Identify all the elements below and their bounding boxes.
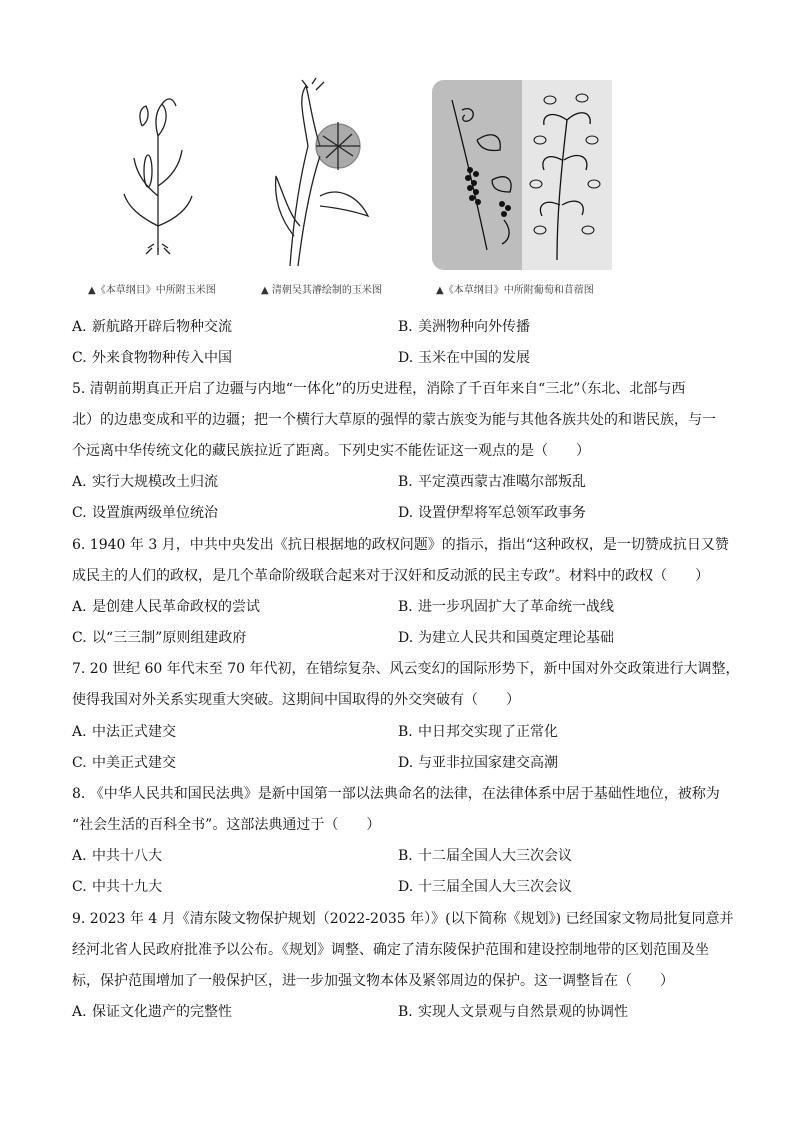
figure-1-caption: ▲《本草纲目》中所附玉米图	[88, 285, 216, 296]
q8-option-b: B. 十二届全国人大三次会议	[398, 848, 572, 864]
q8-stem-line-1: 8. 《中华人民共和国民法典》是新中国第一部以法典命名的法律，在法律体系中居于基础性地位，被称为	[72, 786, 720, 802]
q4-option-c: C. 外来食物物种传入中国	[72, 350, 232, 366]
q9-stem-line-3: 标，保护范围增加了一般保护区，进一步加强文物本体及紧邻周边的保护。这一调整旨在（ ）	[72, 973, 674, 989]
q5-option-c: C. 设置旗两级单位统治	[72, 505, 218, 521]
q7-option-b: B. 中日邦交实现了正常化	[398, 724, 558, 740]
figure-3-grape-alfalfa	[432, 80, 612, 270]
corn-plant-drawing-icon	[118, 76, 198, 256]
q7-option-c: C. 中美正式建交	[72, 755, 176, 771]
q5-stem-line-1: 5. 清朝前期真正开启了边疆与内地“一体化”的历史进程，消除了千百年来自“三北”（东北、北部与西	[72, 381, 686, 397]
figure-3-caption: ▲《本草纲目》中所附葡萄和苜蓿图	[436, 285, 594, 296]
figure-2-caption: ▲ 清朝吴其濬绘制的玉米图	[261, 285, 382, 296]
q5-stem-line-3: 个远离中华传统文化的藏民族拉近了距离。下列史实不能佐证这一观点的是（ ）	[72, 443, 590, 459]
figure-1-corn-plant	[118, 76, 198, 256]
q6-option-b: B. 进一步巩固扩大了革命统一战线	[398, 599, 614, 615]
grape-alfalfa-drawing-icon	[432, 80, 612, 270]
q6-option-a: A. 是创建人民革命政权的尝试	[72, 599, 260, 615]
q8-stem-line-2: “社会生活的百科全书”。这部法典通过于（ ）	[72, 817, 381, 833]
q6-stem-line-1: 6. 1940 年 3 月，中共中央发出《抗日根据地的政权问题》的指示，指出“这种政权，是一切赞成抗日又赞	[72, 537, 729, 553]
q7-stem-line-1: 7. 20 世纪 60 年代末至 70 年代初，在错综复杂、风云变幻的国际形势下，新中国对外交政策进行大调整，	[72, 661, 740, 677]
q7-option-d: D. 与亚非拉国家建交高潮	[398, 755, 558, 771]
q9-stem-line-2: 经河北省人民政府批准予以公布。《规划》调整、确定了清东陵保护范围和建设控制地带的区划范围及坐	[72, 942, 709, 958]
q5-option-b: B. 平定漠西蒙古准噶尔部叛乱	[398, 474, 586, 490]
q4-option-d: D. 玉米在中国的发展	[398, 350, 530, 366]
q6-option-c: C. 以“三三制”原则组建政府	[72, 630, 247, 646]
q9-stem-line-1: 9. 2023 年 4 月《清东陵文物保护规划（2022-2035 年）》(以下简称《规划》) 已经国家文物局批复同意并	[72, 911, 734, 927]
q6-stem-line-2: 成民主的人们的政权，是几个革命阶级联合起来对于汉奸和反动派的民主专政”。材料中的政权（ ）	[72, 568, 710, 584]
figure-2-corn-ear	[268, 76, 378, 271]
q4-option-a: A. 新航路开辟后物种交流	[72, 319, 232, 335]
q8-option-a: A. 中共十八大	[72, 848, 162, 864]
q5-option-d: D. 设置伊犁将军总领军政事务	[398, 505, 586, 521]
q5-stem-line-2: 北）的边患变成和平的边疆；把一个横行大草原的强悍的蒙古族变为能与其他各族共处的和谐民族，与一	[72, 412, 716, 428]
q4-option-b: B. 美洲物种向外传播	[398, 319, 530, 335]
q7-option-a: A. 中法正式建交	[72, 724, 176, 740]
q6-option-d: D. 为建立人民共和国奠定理论基础	[398, 630, 614, 646]
q9-option-a: A. 保证文化遗产的完整性	[72, 1004, 232, 1020]
q8-option-d: D. 十三届全国人大三次会议	[398, 879, 572, 895]
q8-option-c: C. 中共十九大	[72, 879, 162, 895]
q5-option-a: A. 实行大规模改土归流	[72, 474, 218, 490]
corn-ear-drawing-icon	[268, 76, 378, 271]
q7-stem-line-2: 使得我国对外关系实现重大突破。这期间中国取得的外交突破有（ ）	[72, 692, 520, 708]
q9-option-b: B. 实现人文景观与自然景观的协调性	[398, 1004, 628, 1020]
